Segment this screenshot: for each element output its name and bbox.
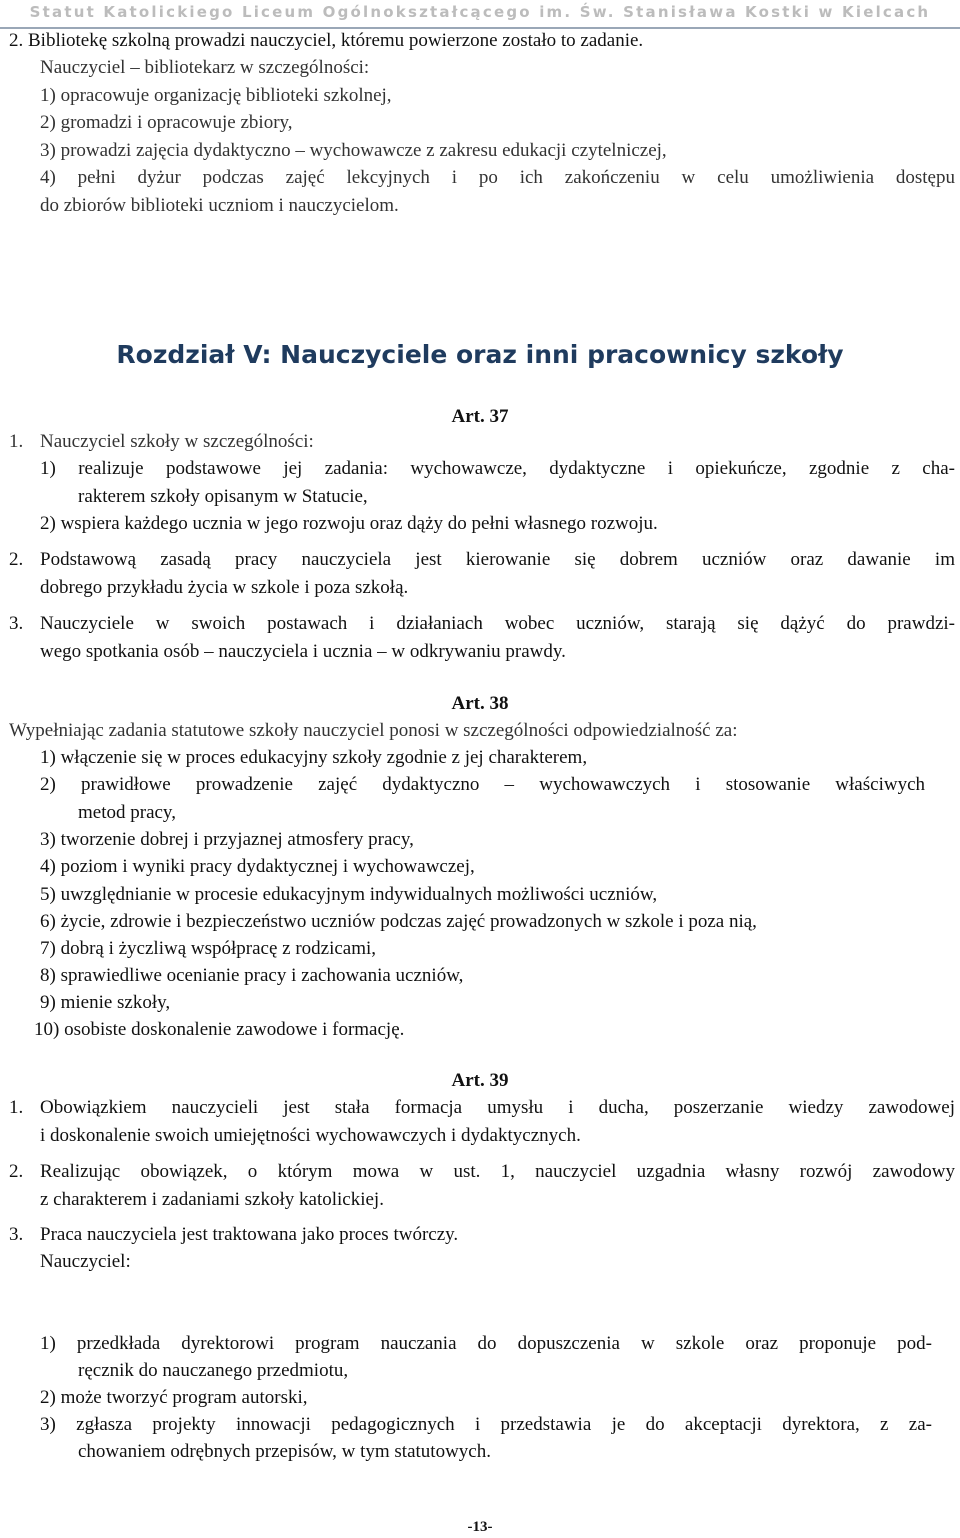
paragraph-line: z charakterem i zadaniami szkoły katolickiej. — [40, 1189, 384, 1210]
paragraph-number: 3. — [9, 613, 24, 634]
chapter-title: Rozdział V: Nauczyciele oraz inni pracownicy szkoły — [116, 340, 844, 369]
list-item-line: 1) włączenie się w proces edukacyjny szkoły zgodnie z jej charakterem, — [40, 747, 588, 768]
paragraph-line: Obowiązkiem nauczycieli jest stała formacja umysłu i ducha, poszerzanie wiedzy zawodowej — [40, 1097, 955, 1118]
list-item-line: ręcznik do nauczanego przedmiotu, — [78, 1360, 349, 1381]
library-item-line: 1) opracowuje organizację biblioteki szkolnej, — [40, 85, 392, 106]
list-item-line: 10) osobiste doskonalenie zawodowe i formację. — [34, 1019, 405, 1040]
page-number: -13- — [467, 1519, 493, 1535]
list-item-line: 2) prawidłowe prowadzenie zajęć dydaktyczno – wychowawczych i stosowanie właściwych — [40, 774, 925, 795]
paragraph-number: 3. — [9, 1224, 24, 1245]
list-item-line: chowaniem odrębnych przepisów, w tym statutowych. — [78, 1441, 491, 1462]
list-item-line: metod pracy, — [78, 802, 176, 823]
list-item-line: 2) wspiera każdego ucznia w jego rozwoju oraz dąży do pełni własnego rozwoju. — [40, 513, 658, 534]
paragraph-line: Praca nauczyciela jest traktowana jako proces twórczy. — [40, 1224, 459, 1245]
list-item-line: 4) poziom i wyniki pracy dydaktycznej i wychowawczej, — [40, 856, 475, 877]
list-item-line: 1) realizuje podstawowe jej zadania: wychowawcze, dydaktyczne i opiekuńcze, zgodnie z cha- — [40, 458, 955, 479]
article-heading: Art. 38 — [451, 693, 509, 714]
list-item-line: rakterem szkoły opisanym w Statucie, — [78, 486, 368, 507]
paragraph-line: Nauczyciel szkoły w szczególności: — [40, 431, 314, 452]
paragraph-number: 1. — [9, 431, 24, 452]
paragraph-line: dobrego przykładu życia w szkole i poza szkołą. — [40, 577, 409, 598]
list-item-line: 5) uwzględnianie w procesie edukacyjnym indywidualnych możliwości uczniów, — [40, 884, 658, 905]
list-item-line: 3) zgłasza projekty innowacji pedagogicznych i przedstawia je do akceptacji dyrektora, z za- — [40, 1414, 932, 1435]
paragraph-line: Podstawową zasadą pracy nauczyciela jest kierowanie się dobrem uczniów oraz dawanie im — [40, 549, 955, 570]
library-item-line: do zbiorów biblioteki uczniom i nauczycielom. — [40, 195, 399, 216]
library-item-line: 4) pełni dyżur podczas zajęć lekcyjnych i po ich zakończeniu w celu umożliwienia dostępu — [40, 167, 955, 188]
article-heading: Art. 37 — [451, 406, 509, 427]
paragraph-number: 2. — [9, 1161, 24, 1182]
list-item-line: 1) przedkłada dyrektorowi program nauczania do dopuszczenia w szkole oraz proponuje pod- — [40, 1333, 932, 1354]
paragraph-number: 1. — [9, 1097, 24, 1118]
paragraph-line: i doskonalenie swoich umiejętności wychowawczych i dydaktycznych. — [40, 1125, 581, 1146]
list-item-line: 2) może tworzyć program autorski, — [40, 1387, 308, 1408]
list-item-line: 9) mienie szkoły, — [40, 992, 171, 1013]
paragraph-line: Realizując obowiązek, o którym mowa w ust. 1, nauczyciel uzgadnia własny rozwój zawodowy — [40, 1161, 955, 1182]
library-item-line: 2) gromadzi i opracowuje zbiory, — [40, 112, 293, 133]
paragraph-line: Nauczyciel: — [40, 1251, 131, 1272]
paragraph-line: wego spotkania osób – nauczyciela i ucznia – w odkrywaniu prawdy. — [40, 641, 566, 662]
paragraph-line: Nauczyciele w swoich postawach i działaniach wobec uczniów, starają się dążyć do prawdzi- — [40, 613, 955, 634]
library-paragraph-line: 2. Bibliotekę szkolną prowadzi nauczyciel, któremu powierzone zostało to zadanie. — [9, 30, 644, 51]
running-header: Statut Katolickiego Liceum Ogólnokształcącego im. Św. Stanisława Kostki w Kielcach — [29, 3, 931, 21]
article-heading: Art. 39 — [451, 1070, 509, 1091]
header-rule — [0, 27, 960, 29]
list-item-line: 3) tworzenie dobrej i przyjaznej atmosfery pracy, — [40, 829, 414, 850]
list-item-line: 7) dobrą i życzliwą współpracę z rodzicami, — [40, 938, 377, 959]
list-item-line: 8) sprawiedliwe ocenianie pracy i zachowania uczniów, — [40, 965, 464, 986]
list-item-line: 6) życie, zdrowie i bezpieczeństwo uczniów podczas zajęć prowadzonych w szkole i poza nią, — [40, 911, 757, 932]
library-intro-line: Nauczyciel – bibliotekarz w szczególności: — [40, 57, 370, 78]
paragraph-line: Wypełniając zadania statutowe szkoły nauczyciel ponosi w szczególności odpowiedzialność za: — [9, 720, 738, 741]
library-item-line: 3) prowadzi zajęcia dydaktyczno – wychowawcze z zakresu edukacji czytelniczej, — [40, 140, 667, 161]
paragraph-number: 2. — [9, 549, 24, 570]
